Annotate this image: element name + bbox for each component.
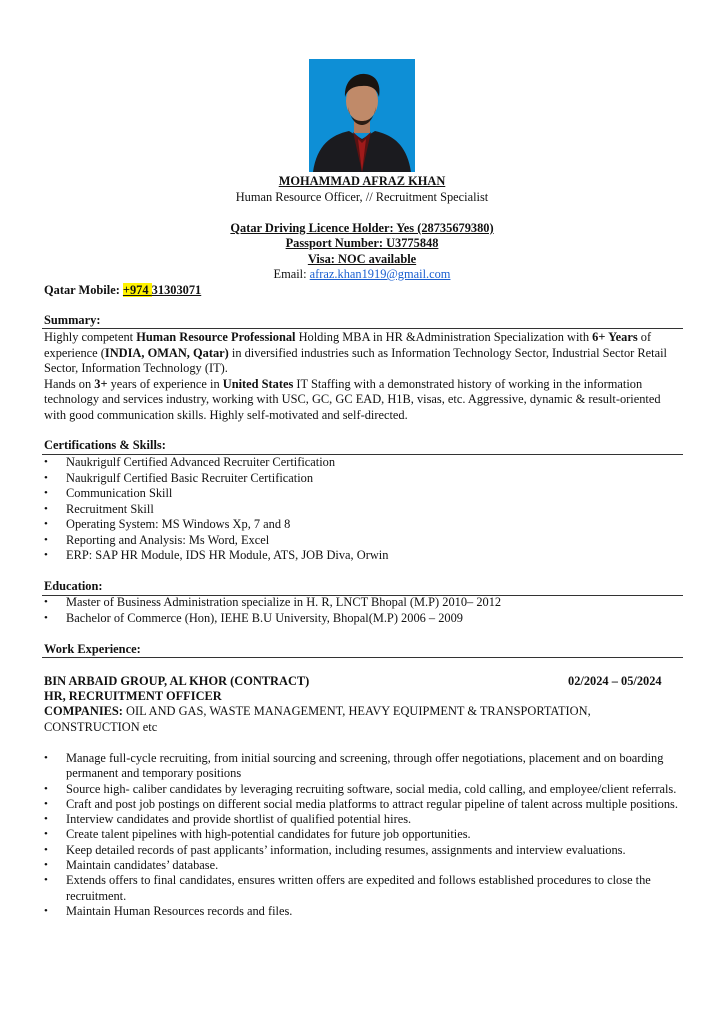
p1-run: of experience ( xyxy=(44,330,652,360)
certification-item: • Operating System: MS Windows Xp, 7 and 8 xyxy=(44,517,684,533)
summary-paragraph-2 xyxy=(44,377,684,424)
summary-heading: Summary: xyxy=(44,313,101,327)
passport-number: Passport Number: U3775848 xyxy=(285,236,439,250)
mobile-label: Qatar Mobile: xyxy=(44,283,123,297)
employment-dates: 02/2024 – 05/2024 xyxy=(568,674,662,688)
p1-run: Highly competent xyxy=(44,330,137,344)
summary-divider xyxy=(42,328,683,329)
p2-run: United States xyxy=(222,376,294,391)
mobile-line xyxy=(44,283,201,299)
duties-list xyxy=(44,751,684,919)
certification-item: • ERP: SAP HR Module, IDS HR Module, ATS, JOB Diva, Orwin xyxy=(44,548,684,564)
p2-run: IT Staffing with a demonstrated history of working in the information technology and services industry, working with USC, GC, GC EAD, H1B, visas, etc. Aggressive, dynamic & result-oriented with good communication skills. Highly self-motivated and self-directed. xyxy=(44,376,661,422)
candidate-name: MOHAMMAD AFRAZ KHAN xyxy=(278,174,446,188)
certifications-list xyxy=(44,455,684,564)
p1-run: INDIA, OMAN, Qatar) xyxy=(104,345,229,360)
education-item: • Master of Business Administration specialize in H. R, LNCT Bhopal (M.P) 2010– 2012 xyxy=(44,595,684,611)
email-line xyxy=(0,267,724,283)
person-portrait-image xyxy=(309,59,415,172)
duty-item: • Source high- caliber candidates by leveraging recruiting software, social media, cold calling, and employee/client referrals. xyxy=(44,782,684,797)
summary-text xyxy=(44,330,684,423)
education-item: • Bachelor of Commerce (Hon), IEHE B.U University, Bhopal(M.P) 2006 – 2009 xyxy=(44,611,684,627)
work-heading: Work Experience: xyxy=(44,642,141,656)
companies-label: COMPANIES: xyxy=(44,704,123,718)
duty-item: • Maintain Human Resources records and files. xyxy=(44,904,684,919)
driving-licence: Qatar Driving Licence Holder: Yes (28735679380) xyxy=(230,221,494,235)
p2-run: Hands on xyxy=(44,376,95,391)
p2-run: years of experience in xyxy=(107,376,223,391)
summary-paragraph-1 xyxy=(44,330,684,377)
employer-name: BIN ARBAID GROUP, AL KHOR (CONTRACT) xyxy=(44,674,310,688)
duty-item: • Interview candidates and provide shortlist of qualified potential hires. xyxy=(44,812,684,827)
duty-item: • Maintain candidates’ database. xyxy=(44,858,684,873)
p2-run: 3+ xyxy=(94,376,108,391)
p1-run: 6+ Years xyxy=(592,330,638,344)
job-title: Human Resource Officer, // Recruitment Specialist xyxy=(235,190,489,204)
p1-run: Holding MBA in HR &Administration Specialization with xyxy=(295,330,593,344)
mobile-number: 31303071 xyxy=(151,283,202,297)
email-label: Email: xyxy=(273,267,310,281)
work-divider xyxy=(42,657,683,658)
duty-item: • Manage full-cycle recruiting, from initial sourcing and screening, through offer negotiations, placement and on boarding permanent and temporary positions xyxy=(44,751,684,782)
certification-item: • Communication Skill xyxy=(44,486,684,502)
companies-text: OIL AND GAS, WASTE MANAGEMENT, HEAVY EQUIPMENT & TRANSPORTATION, CONSTRUCTION etc xyxy=(44,704,591,734)
mobile-country-code: +974 xyxy=(122,283,152,297)
certification-item: • Naukrigulf Certified Basic Recruiter Certification xyxy=(44,471,684,487)
email-link[interactable]: afraz.khan1919@gmail.com xyxy=(309,267,451,281)
education-heading: Education: xyxy=(44,579,103,593)
duty-item: • Craft and post job postings on different social media platforms to attract regular pipeline of talent across multiple positions. xyxy=(44,797,684,812)
duty-item: • Keep detailed records of past applicants’ information, including resumes, assignments and interview evaluations. xyxy=(44,843,684,858)
duty-item: • Extends offers to final candidates, ensures written offers are expedited and follows established procedures to close the recruitment. xyxy=(44,873,684,904)
certification-item: • Recruitment Skill xyxy=(44,502,684,518)
job-role: HR, RECRUITMENT OFFICER xyxy=(44,689,222,703)
visa-status: Visa: NOC available xyxy=(307,252,417,266)
certification-item: • Reporting and Analysis: Ms Word, Excel xyxy=(44,533,684,549)
p1-run: in diversified industries such as Information Technology Sector, Industrial Sector Retail Sector, Information Technology (IT). xyxy=(44,345,667,375)
certifications-heading: Certifications & Skills: xyxy=(44,438,166,452)
education-list xyxy=(44,595,684,626)
profile-photo xyxy=(309,59,415,172)
certification-item: • Naukrigulf Certified Advanced Recruiter Certification xyxy=(44,455,684,471)
p1-run: Human Resource Professional xyxy=(136,330,296,344)
companies-line xyxy=(44,704,684,735)
duty-item: • Create talent pipelines with high-potential candidates for future job opportunities. xyxy=(44,827,684,842)
